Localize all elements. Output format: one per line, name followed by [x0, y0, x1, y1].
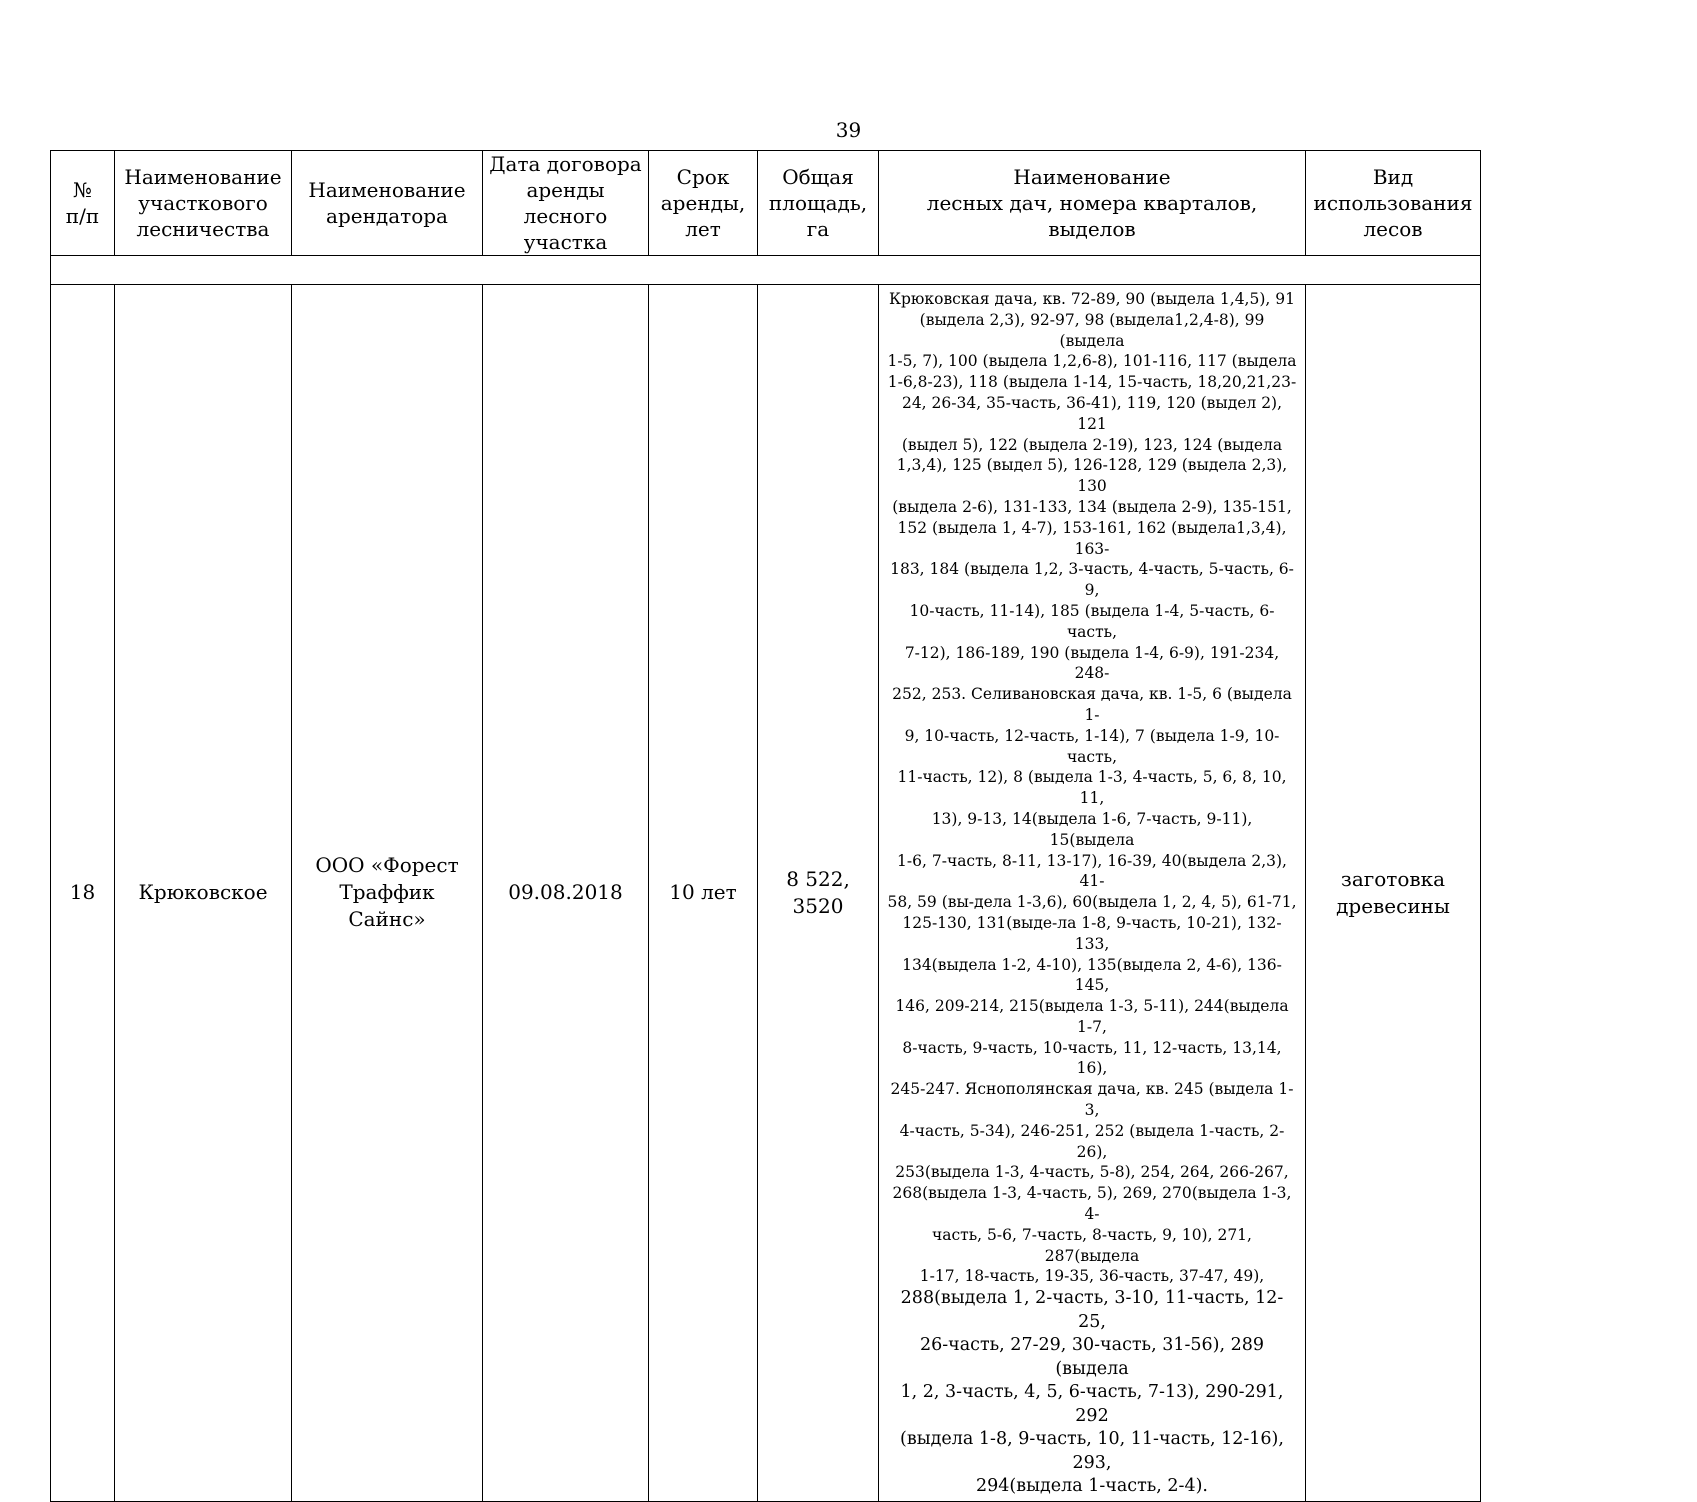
cell-number — [51, 285, 115, 1502]
row-plots: Крюковская дача, кв. 72-89, 90 (выдела 1,4,5), 91 (выдела 2,3), 92-97, 98 (выдела1,2,4-8), 99 (выдела 1-5, 7), 100 (выдела 1,2,6-8), 101-116, 117 (выдела 1-6,8-23), 118 (выдела 1-14, 15-часть, 18,20,21,23- 24, 26-34, 35-часть, 36-41), 119, 120 (выдел 2), 121 (выдел 5), 122 (выдела 2-19), 123, 124 (выдела 1,3,4), 125 (выдел 5), 126-128, 129 (выдела 2,3), 130 (выдела 2-6), 131-133, 134 (выдела 2-9), 135-151, 152 (выдела 1, 4-7), 153-161, 162 (выдела1,3,4), 163- 183, 184 (выдела 1,2, 3-часть, 4-часть, 5-часть, 6-9, 10-часть, 11-14), 185 (выдела 1-4, 5-часть, 6-часть, 7-12), 186-189, 190 (выдела 1-4, 6-9), 191-234, 248- 252, 253. Селивановская дача, кв. 1-5, 6 (выдела 1- 9, 10-часть, 12-часть, 1-14), 7 (выдела 1-9, 10-часть, 11-часть, 12), 8 (выдела 1-3, 4-часть, 5, 6, 8, 10, 11, 13), 9-13, 14(выдела 1-6, 7-часть, 9-11), 15(выдела 1-6, 7-часть, 8-11, 13-17), 16-39, 40(выдела 2,3), 41- 58, 59 (вы-дела 1-3,6), 60(выдела 1, 2, 4, 5), 61-71, 125-130, 131(выде-ла 1-8, 9-часть, 10-21), 132-133, 134(выдела 1-2, 4-10), 135(выдела 2, 4-6), 136-145, 146, 209-214, 215(выдела 1-3, 5-11), 244(выдела 1-7, 8-часть, 9-часть, 10-часть, 11, 12-часть, 13,14, 16), 245-247. Яснополянская дача, кв. 245 (выдела 1-3, 4-часть, 5-34), 246-251, 252 (выдела 1-часть, 2-26), 253(выдела 1-3, 4-часть, 5-8), 254, 264, 266-267, 268(выдела 1-3, 4-часть, 5), 269, 270(выдела 1-3, 4- часть, 5-6, 7-часть, 8-часть, 9, 10), 271, 287(выдела 1-17, 18-часть, 19-35, 36-часть, 37-47, 49), — [887, 290, 1297, 1286]
row-use-type: заготовка древесины — [1336, 866, 1450, 918]
header-forestry-label: Наименование участкового лесничества — [124, 165, 282, 241]
page-number: 39 — [835, 118, 862, 142]
table-row — [51, 285, 1481, 1502]
header-tenant — [292, 151, 483, 256]
header-contract-date — [483, 151, 649, 256]
row-contract-date: 09.08.2018 — [508, 880, 623, 905]
cell-term — [649, 285, 758, 1502]
row-forestry: Крюковское — [138, 880, 268, 905]
forest-lease-table — [50, 150, 1481, 1502]
table-header-row — [51, 151, 1481, 256]
header-forestry — [115, 151, 292, 256]
header-area — [758, 151, 879, 256]
header-contract-date-label: Дата договора аренды лесного участка — [489, 152, 642, 254]
header-number — [51, 151, 115, 256]
header-area-label: Общая площадь, га — [768, 165, 868, 241]
header-number-label: № п/п — [65, 178, 100, 228]
cell-contract-date — [483, 285, 649, 1502]
cell-plots — [879, 285, 1306, 1502]
header-tenant-label: Наименование арендатора — [308, 178, 466, 228]
header-plots — [879, 151, 1306, 256]
header-use-type — [1306, 151, 1481, 256]
row-number: 18 — [69, 880, 96, 905]
row-term: 10 лет — [669, 880, 737, 905]
header-use-type-label: Вид использования лесов — [1313, 165, 1473, 241]
header-plots-label: Наименование лесных дач, номера кварталов, выделов — [926, 165, 1258, 241]
empty-row — [51, 256, 1481, 285]
row-tenant: ООО «Форест Траффик Сайнс» — [315, 853, 459, 932]
cell-area — [758, 285, 879, 1502]
row-plots-tail: 288(выдела 1, 2-часть, 3-10, 11-часть, 12-25, 26-часть, 27-29, 30-часть, 31-56), 289 (выдела 1, 2, 3-часть, 4, 5, 6-часть, 7-13), 290-291, 292 (выдела 1-8, 9-часть, 10, 11-часть, 12-16), 293, 294(выдела 1-часть, 2-4). — [900, 1288, 1284, 1497]
header-term-label: Срок аренды, лет — [660, 165, 746, 241]
row-area: 8 522, 3520 — [786, 866, 850, 918]
cell-use-type — [1306, 285, 1481, 1502]
cell-tenant — [292, 285, 483, 1502]
header-term — [649, 151, 758, 256]
cell-forestry — [115, 285, 292, 1502]
empty-cell — [51, 256, 1481, 285]
